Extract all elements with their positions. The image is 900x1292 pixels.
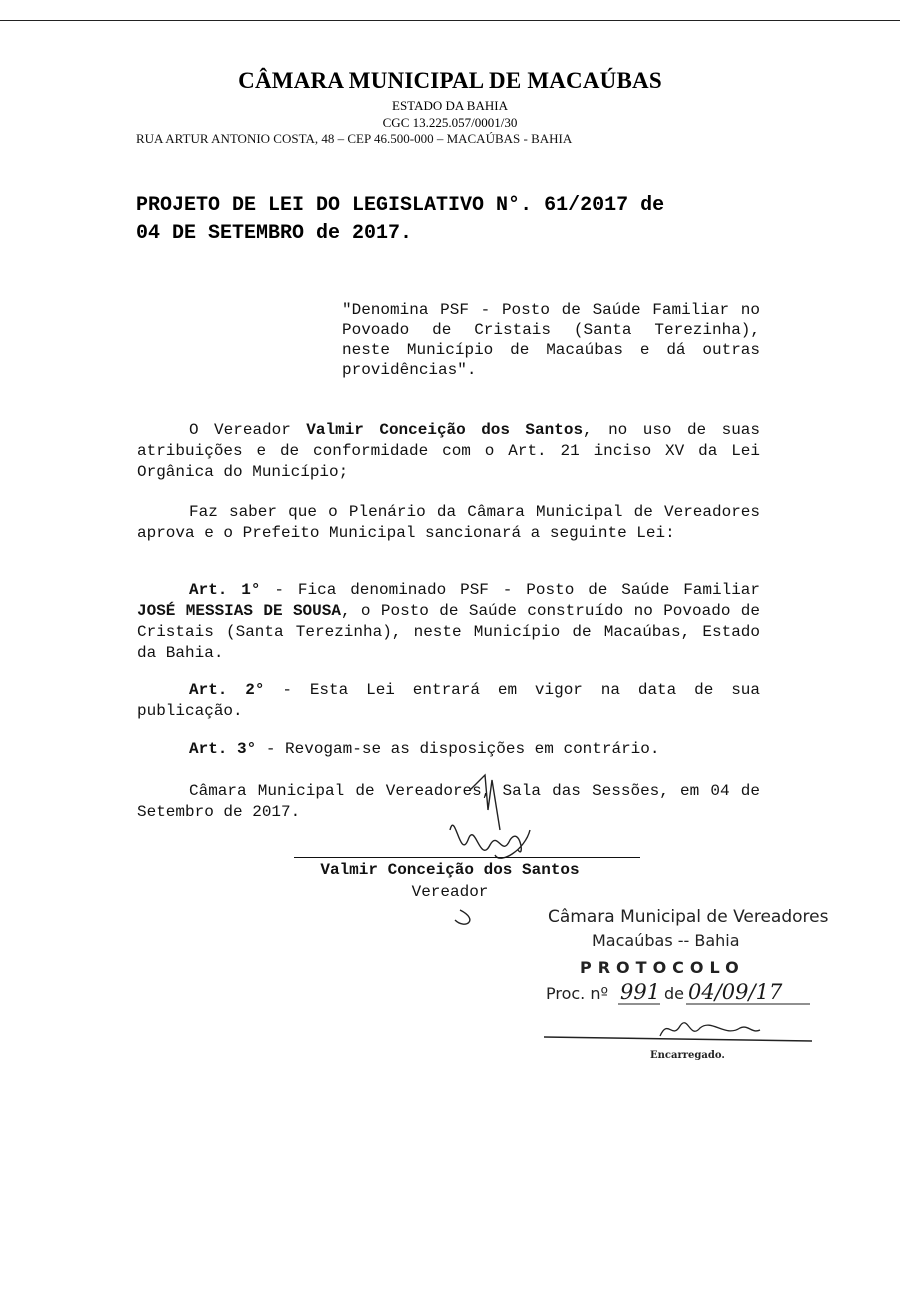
header-title: CÂMARA MUNICIPAL DE MACAÚBAS	[238, 68, 662, 93]
stamp-line2: Macaúbas -- Bahia	[592, 931, 740, 950]
stamp-protocolo: PROTOCOLO	[580, 958, 745, 977]
article-3-text: - Revogam-se as disposições em contrário.	[256, 740, 660, 758]
scan-edge-line	[0, 20, 900, 21]
header-address: RUA ARTUR ANTONIO COSTA, 48 – CEP 46.500-000 – MACAÚBAS - BAHIA	[136, 131, 573, 146]
article-3	[137, 739, 760, 760]
intro-post: , no uso de suas atribuições e de conformidade com o Art. 21 inciso XV da Lei Orgânica do Município;	[137, 421, 761, 481]
article-1-label: Art. 1°	[189, 581, 261, 599]
stamp-date-label: de	[664, 984, 684, 1003]
article-1-bold: JOSÉ MESSIAS DE SOUSA	[137, 602, 341, 620]
intro-pre: O Vereador	[189, 421, 307, 439]
closing-text: Câmara Municipal de Vereadores, Sala das Sessões, em 04 de Setembro de 2017.	[137, 782, 760, 821]
stamp-line1: Câmara Municipal de Vereadores	[548, 907, 829, 927]
signatory-name: Valmir Conceição dos Santos	[320, 861, 580, 879]
signature-line	[294, 857, 640, 858]
article-2-text: - Esta Lei entrará em vigor na data de sua publicação.	[137, 681, 760, 720]
stamp-footer: Encarregado.	[650, 1050, 725, 1061]
document-title	[136, 192, 776, 248]
signatory-role: Vereador	[411, 883, 489, 901]
handwritten-signature	[430, 770, 550, 930]
article-2	[137, 680, 760, 722]
ementa: "Denomina PSF - Posto de Saúde Familiar no Povoado de Cristais (Santa Terezinha), neste Município de Macaúbas e dá outras providências".	[342, 301, 760, 379]
article-3-label: Art. 3°	[189, 740, 257, 758]
intro-name: Valmir Conceição dos Santos	[306, 421, 584, 439]
document-title-line2: 04 DE SETEMBRO de 2017.	[136, 222, 413, 245]
header-cgc: CGC 13.225.057/0001/30	[382, 115, 518, 130]
intro-paragraph	[137, 420, 760, 483]
document-title-line1: PROJETO DE LEI DO LEGISLATIVO N°. 61/2017 de	[136, 194, 665, 217]
article-1-text-pre: - Fica denominado PSF - Posto de Saúde Familiar	[260, 581, 761, 599]
article-1	[137, 580, 760, 664]
enactment-paragraph	[137, 502, 760, 544]
article-2-label: Art. 2°	[189, 681, 265, 699]
stamp-initials-icon	[660, 1023, 760, 1036]
stamp-proc-number: 991	[620, 980, 661, 1004]
header-state: ESTADO DA BAHIA	[392, 98, 508, 113]
stamp-date-value: 04/09/17	[688, 980, 783, 1004]
protocol-stamp	[540, 900, 830, 1070]
enactment-text: Faz saber que o Plenário da Câmara Municipal de Vereadores aprova e o Prefeito Municipal sancionará a seguinte Lei:	[137, 503, 760, 542]
article-1-text-post: , o Posto de Saúde construído no Povoado de Cristais (Santa Terezinha), neste Município de Macaúbas, Estado da Bahia.	[137, 602, 760, 662]
stamp-proc-label: Proc. nº	[546, 984, 609, 1003]
